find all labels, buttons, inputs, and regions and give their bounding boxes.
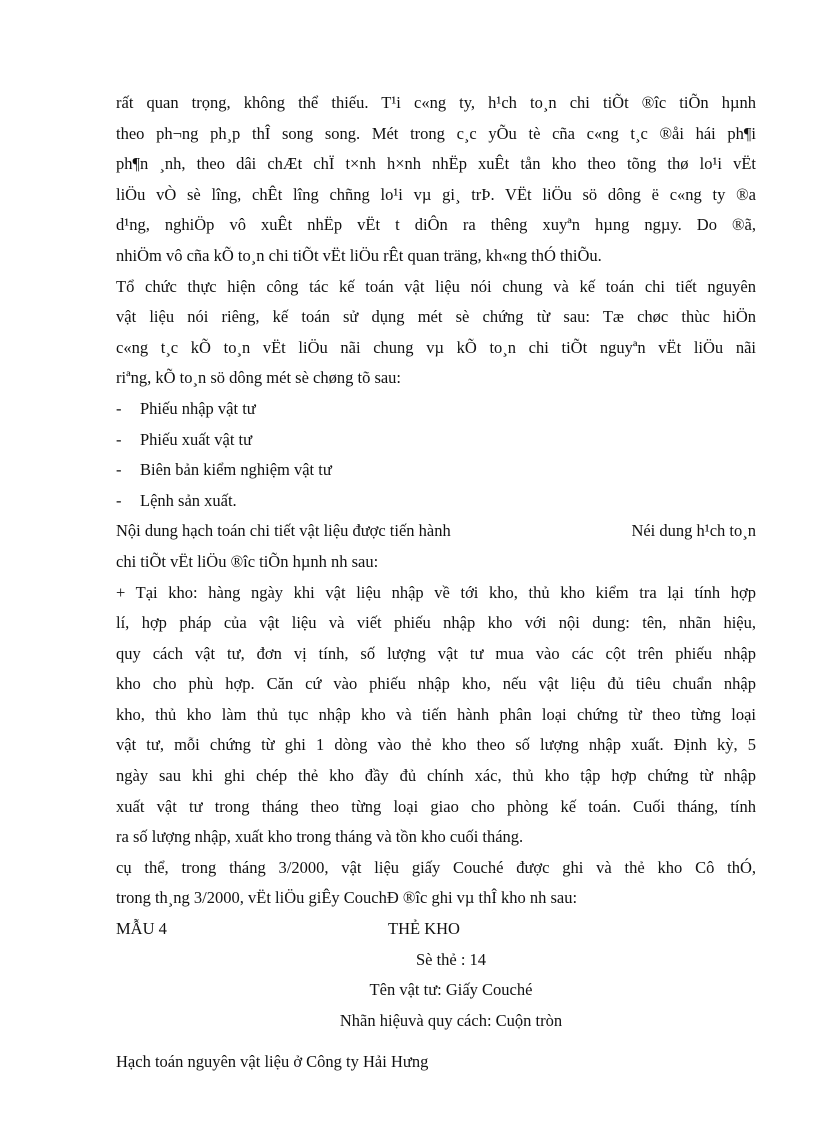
paragraph-3 <box>116 516 756 577</box>
text-line: vật tư, mỗi chứng từ ghi 1 dòng vào thẻ kho theo số lượng nhập xuất. Định kỳ, 5 <box>116 735 756 755</box>
text-line: d¹ng, nghiÖp vô xuÊt nhËp vËt t diÔn ra thêng xuyªn hµng ngµy. Do ®ã, <box>116 215 756 235</box>
text-line: + Tại kho: hàng ngày khi vật liệu nhập về tới kho, thủ kho kiểm tra lại tính hợp <box>116 582 756 602</box>
text-line: quy cách vật tư, đơn vị tính, số lượng vật tư mua vào các cột trên phiếu nhập <box>116 643 756 663</box>
bullet-dash: - <box>116 398 122 418</box>
list-item-text: Phiếu nhập vật tư <box>140 398 256 418</box>
text-line: c«ng t¸c kÕ to¸n vËt liÖu nãi chung vµ kÕ to¸n chi tiÕt nguyªn vËt liÖu nãi <box>116 337 756 357</box>
page-footer: Hạch toán nguyên vật liệu ở Công ty Hải Hưng <box>116 1052 429 1071</box>
list-item-text: Biên bản kiểm nghiệm vật tư <box>140 460 332 480</box>
stock-card-header <box>116 914 756 1036</box>
form-label: MẪU 4 <box>116 919 167 939</box>
bullet-dash: - <box>116 460 122 480</box>
text-line: ngày sau khi ghi chép thẻ kho đầy đủ chính xác, thủ kho tập hợp chứng từ nhập <box>116 766 756 786</box>
paragraph-4 <box>116 578 756 853</box>
brand-spec: Nhãn hiệuvà quy cách: Cuộn tròn <box>339 1010 563 1030</box>
list-item <box>116 455 756 486</box>
text-fragment: Nội dung hạch toán chi tiết vật liệu được tiến hành <box>116 521 451 541</box>
list-item-text: Lệnh sản xuất. <box>140 490 237 510</box>
text-line: ph¶n ¸nh, theo dâi chÆt chÏ t×nh h×nh nhËp xuÊt tån kho theo tõng thø lo¹i vËt <box>116 154 756 174</box>
text-line: rất quan trọng, không thể thiếu. T¹i c«ng ty, h¹ch to¸n chi tiÕt ®îc tiÕn hµnh <box>116 93 756 112</box>
text-line: xuất vật tư trong tháng theo từng loại giao cho phòng kế toán. Cuối tháng, tính <box>116 796 756 816</box>
form-title: THẺ KHO <box>388 919 460 939</box>
text-line: kho cho phù hợp. Căn cứ vào phiếu nhập kho, nếu vật liệu đủ tiêu chuẩn nhập <box>116 674 756 694</box>
paragraph-1 <box>116 88 756 272</box>
text-line: chi tiÕt vËt liÖu ®îc tiÕn hµnh nh sau: <box>116 551 379 571</box>
text-line: theo ph¬ng ph¸p thÎ song song. Mét trong c¸c yÕu tè cña c«ng t¸c ®åi hái ph¶i <box>116 123 756 143</box>
text-line: liÖu vÒ sè lîng, chÊt lîng chñng lo¹i vµ gi¸ trÞ. VËt liÖu sö dông ë c«ng ty ®a <box>116 184 756 204</box>
document-list <box>116 394 756 516</box>
form-title-row <box>116 914 756 945</box>
text-line: lí, hợp pháp của vật liệu và viết phiếu nhập kho với nội dung: tên, nhãn hiệu, <box>116 613 756 633</box>
text-fragment: Néi dung h¹ch to¸n <box>631 521 756 541</box>
text-line: ra số lượng nhập, xuất kho trong tháng và tồn kho cuối tháng. <box>116 827 524 847</box>
list-item <box>116 486 756 517</box>
text-line <box>116 516 756 547</box>
card-number: Sè thẻ : 14 <box>415 949 487 969</box>
list-item-text: Phiếu xuất vật tư <box>140 429 253 449</box>
text-line: vật liệu nói riêng, kế toán sử dụng mét sè chứng từ sau: Tæ chøc thùc hiÖn <box>116 307 756 327</box>
text-line: riªng, kÕ to¸n sö dông mét sè chøng tõ sau: <box>116 368 402 388</box>
bullet-dash: - <box>116 490 122 510</box>
document-page <box>116 88 756 1036</box>
list-item <box>116 394 756 425</box>
text-line: kho, thủ kho làm thủ tục nhập kho và tiến hành phân loại chứng từ theo từng loại <box>116 704 756 724</box>
text-line: nhiÖm vô cña kÕ to¸n chi tiÕt vËt liÖu rÊt quan träng, kh«ng thÓ thiÕu. <box>116 245 602 265</box>
text-line: trong th¸ng 3/2000, vËt liÖu giÊy CouchÐ ®îc ghi vµ thÎ kho nh sau: <box>116 888 578 908</box>
text-line: Tổ chức thực hiện công tác kế toán vật liệu nói chung và kế toán chi tiết nguyên <box>116 276 756 296</box>
text-line: cụ thể, trong tháng 3/2000, vật liệu giấy Couché được ghi và thẻ kho Cô thÓ, <box>116 857 756 877</box>
bullet-dash: - <box>116 429 122 449</box>
item-name: Tên vật tư: Giấy Couché <box>369 980 533 1000</box>
list-item <box>116 425 756 456</box>
paragraph-5 <box>116 853 756 914</box>
paragraph-2 <box>116 272 756 394</box>
